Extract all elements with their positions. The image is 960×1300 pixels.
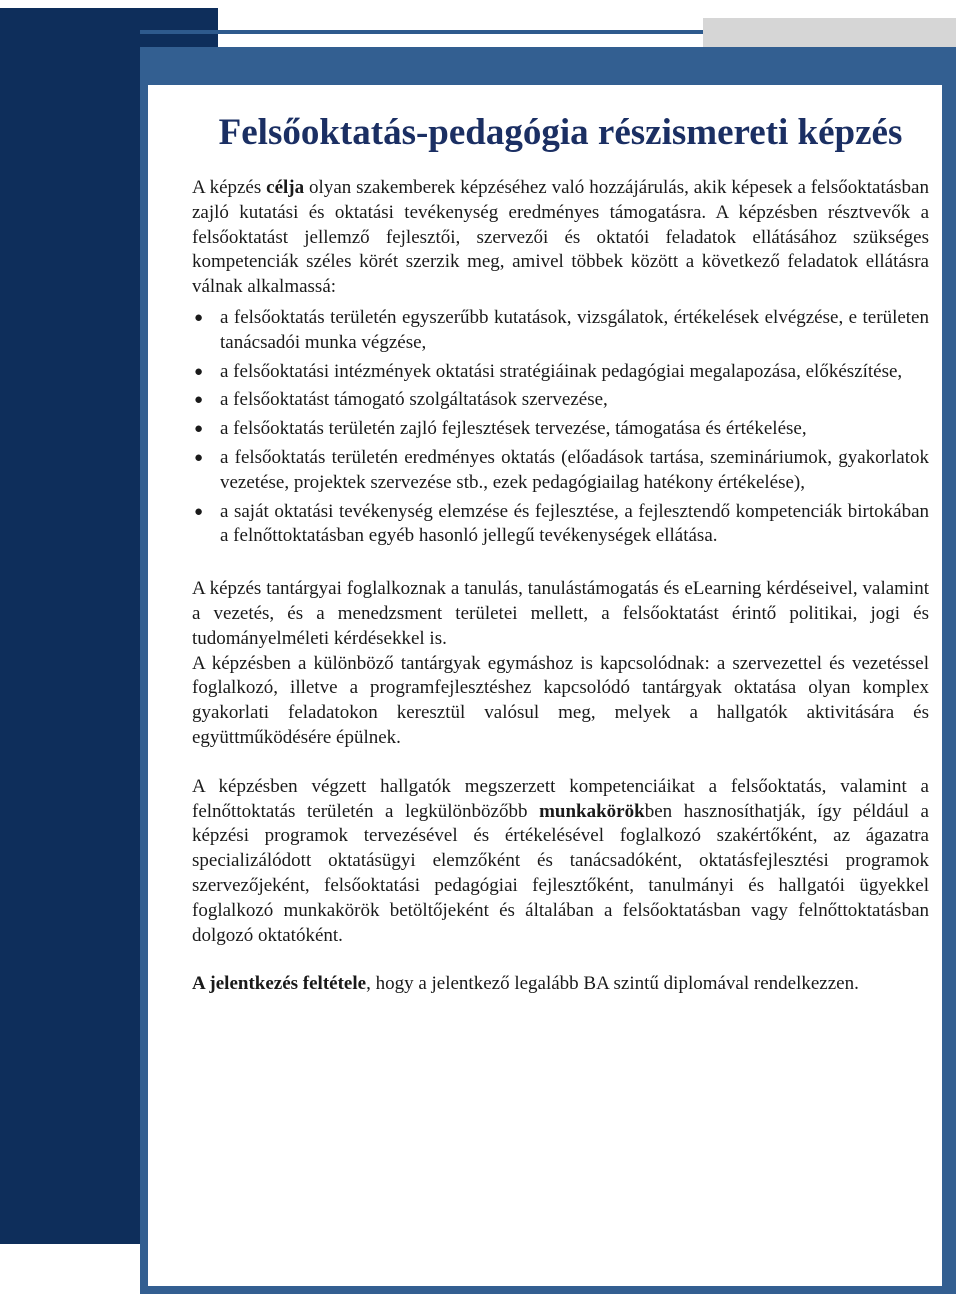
bullet-icon: ●	[194, 309, 204, 326]
list-item-text: a felsőoktatást támogató szolgáltatások szervezése,	[220, 389, 608, 411]
jobs-paragraph	[192, 775, 929, 949]
list-item-text: a saját oktatási tevékenység elemzése és fejlesztése, a fejlesztendő kompetenciák birtokában a felnőttoktatásban egyéb hasonló jellegű tevékenységek ellátása.	[220, 500, 929, 547]
list-item	[192, 500, 929, 550]
list-item	[192, 417, 929, 442]
list-item	[192, 446, 929, 496]
bullet-icon: ●	[194, 363, 204, 380]
connected-subjects-paragraph: A képzésben a különböző tantárgyak egymáshoz is kapcsolódnak: a szervezettel és vezetéssel foglalkozó, illetve a programfejlesztéshez kapcsolódó tantárgyak oktatása olyan komplex gyakorlati feladatokon keresztül valósul meg, melyek a hallgatók aktivitására és együttműködésére épülnek.	[192, 652, 929, 748]
intro-paragraph	[192, 176, 929, 300]
spacer	[192, 751, 929, 775]
intro-text-rest: olyan szakemberek képzéséhez való hozzájárulás, akik képesek a felsőoktatásban zajló kutatási és oktatási tevékenység eredményes támogatásra. A képzésben résztvevők a felsőoktatást jellemző fejlesztői, szervezői és oktatói feladatok ellátásához szükséges kompetenciák széles körét szerzik meg, amivel többek között a következő feladatok ellátásra válnak alkalmassá:	[192, 177, 929, 298]
list-item-text: a felsőoktatás területén zajló fejlesztések tervezése, támogatása és értékelése,	[220, 418, 807, 440]
list-item	[192, 306, 929, 356]
bullet-icon: ●	[194, 503, 204, 520]
list-item-text: a felsőoktatás területén eredményes oktatás (előadások tartása, szemináriumok, gyakorlatok vezetése, projektek szervezése stb., ezek pedagógiailag hatékony értékelése),	[220, 446, 929, 493]
bottom-decorative-bar	[140, 1286, 956, 1294]
jobs-text-start: A képzésben végzett hallgatók megszerzett kompetenciáikat a felsőoktatás, valamint a felnőttoktatás területén a legkülönbözőbb	[192, 775, 929, 822]
list-item	[192, 360, 929, 385]
requirement-bold-label: A jelentkezés feltétele	[192, 973, 367, 995]
top-decorative-bar	[140, 47, 956, 85]
list-item	[192, 388, 929, 413]
jobs-bold-word: munkakörök	[539, 800, 645, 822]
spacer	[192, 553, 929, 577]
list-item-text: a felsőoktatás területén egyszerűbb kutatások, vizsgálatok, értékelések elvégzése, e területen tanácsadói munka végzése,	[220, 306, 929, 353]
bullet-icon: ●	[194, 449, 204, 466]
bullet-icon: ●	[194, 392, 204, 409]
task-list	[192, 306, 929, 549]
list-item-text: a felsőoktatási intézmények oktatási stratégiáinak pedagógiai megalapozása, előkészítése,	[220, 360, 903, 382]
page-title: Felsőoktatás-pedagógia részismereti képzés	[218, 112, 903, 153]
bullet-icon: ●	[194, 421, 204, 438]
jobs-text-rest: ben hasznosíthatják, így például a képzési programok tervezésével és értékelésével foglalkozó szakértőként, az ágazatra specializálódott oktatásügyi elemzőként és tanácsadóként, oktatásfejlesztési programok szervezőjeként, felsőoktatási pedagógiai fejlesztőként, tanulmányi és hallgatói ügyekkel foglalkozó munkakörök betöltőjeként és általában a felsőoktatásban vagy felnőttoktatásban dolgozó oktatóként.	[192, 800, 929, 946]
requirement-paragraph	[192, 972, 929, 997]
requirement-text: , hogy a jelentkező legalább BA szintű diplomával rendelkezzen.	[366, 973, 859, 995]
intro-bold-goal: célja	[266, 177, 305, 198]
right-decorative-bar	[942, 47, 956, 1294]
subjects-paragraph: A képzés tantárgyai foglalkoznak a tanulás, tanulástámogatás és eLearning kérdéseivel, valamint a vezetés, és a menedzsment területei mellett, a felsőoktatást érintő politikai, jogi és tudományelméleti kérdésekkel is.	[192, 578, 929, 649]
document-content	[192, 110, 929, 997]
intro-text-start: A képzés	[192, 177, 267, 198]
panel-left-border	[140, 85, 148, 1290]
spacer	[192, 948, 929, 972]
